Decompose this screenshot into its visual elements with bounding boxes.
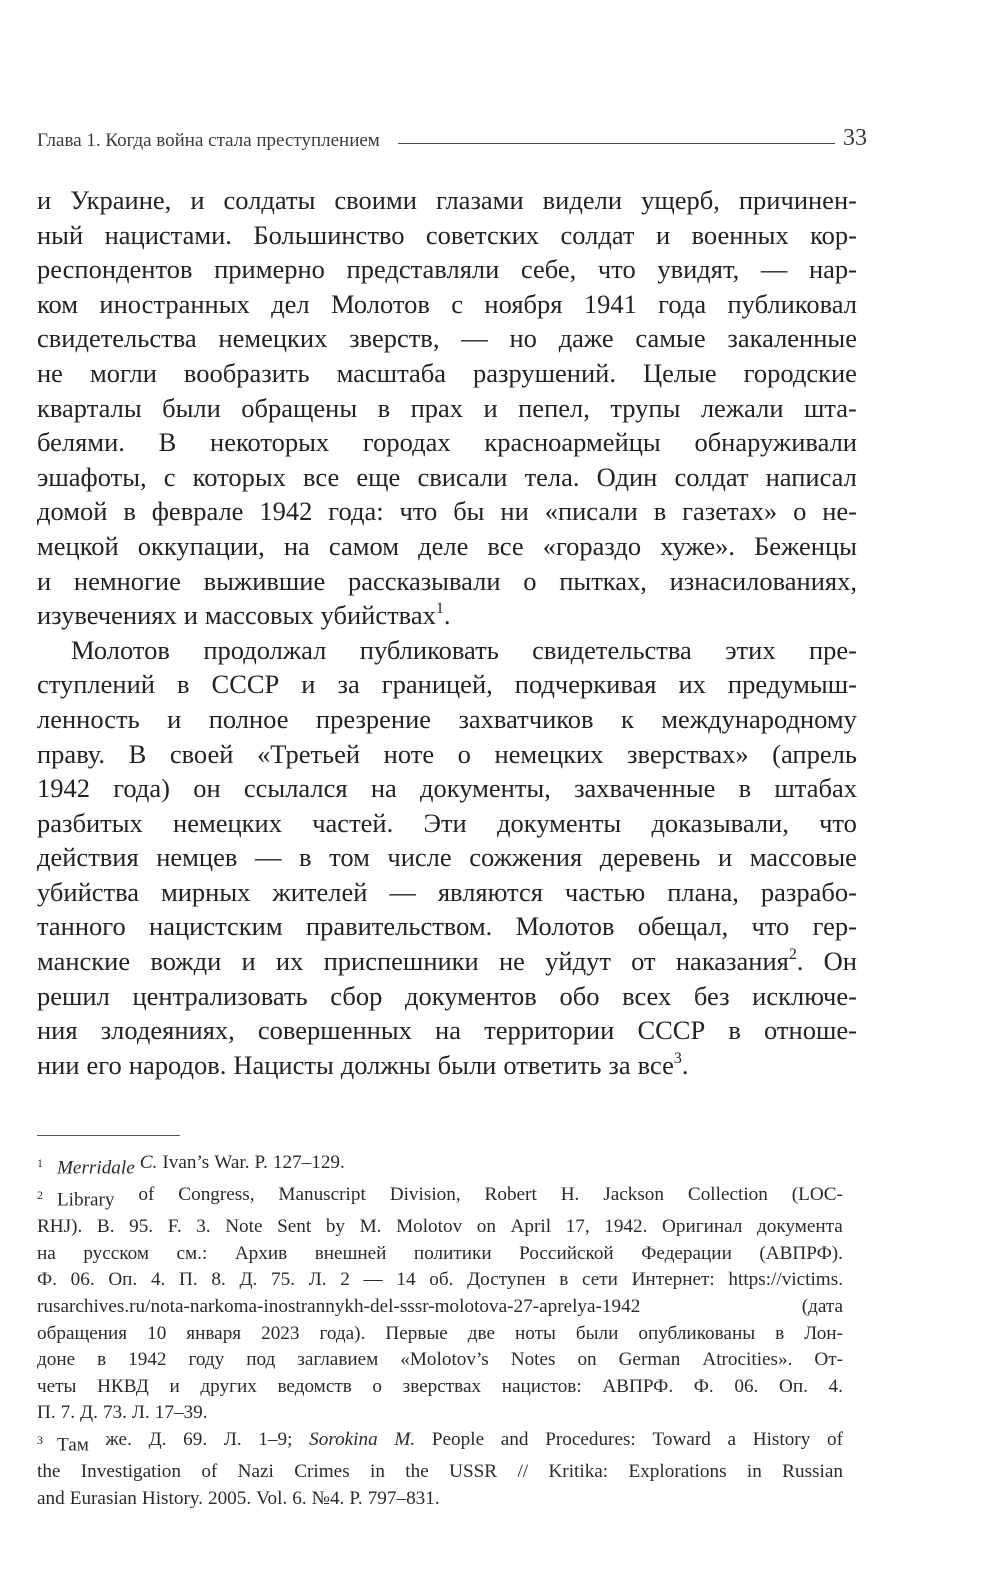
footnote-number: 3	[37, 1433, 43, 1448]
text-line: респондентов примерно представляли себе, что увидят, — нар-	[37, 254, 857, 285]
text-line: кварталы были обращены в прах и пепел, трупы лежали шта-	[37, 392, 857, 423]
footnote-ref: 1	[435, 600, 444, 617]
footnote-line: RHJ). B. 95. F. 3. Note Sent by M. Molotov on April 17, 1942. Оригинал документа	[37, 1216, 843, 1238]
text-line: решил централизовать сбор документов обо всех без исключе-	[37, 980, 857, 1011]
text-line: ния злодеяниях, совершенных на территории СССР в отноше-	[37, 1015, 857, 1046]
text-line: эшафоты, с которых все еще свисали тела. Один солдат написал	[37, 461, 857, 492]
running-header	[37, 120, 867, 152]
text-line: ком иностранных дел Молотов с ноября 1941 года публиковал	[37, 288, 857, 319]
footnote-number: 1	[37, 1156, 43, 1170]
footnote-line: обращения 10 января 2023 года). Первые две ноты были опубликованы в Лон-	[37, 1322, 843, 1344]
text-line: изувечениях и массовых убийствах$^1$.	[37, 600, 451, 631]
footnote-number: 2	[37, 1188, 43, 1203]
footnote-ref: 2	[788, 945, 797, 963]
footnote-line: Ф. 06. Оп. 4. П. 8. Д. 75. Л. 2 — 14 об. Доступен в сети Интернет: https://victims.	[37, 1269, 843, 1291]
text-line: не могли вообразить масштаба разрушений. Целые городские	[37, 357, 857, 388]
footnote-line: доне в 1942 году под заглавием «Molotov’s Notes on German Atrocities». От-	[37, 1349, 843, 1371]
text-line: 1942 года) он ссылался на документы, захваченные в штабах	[37, 773, 857, 804]
text-line: нии его народов. Нацисты должны были ответить за все$^3$.	[37, 1049, 689, 1080]
text-line: домой в феврале 1942 года: что бы ни «писали в газетах» о не-	[37, 496, 857, 527]
footnote-separator	[37, 1135, 180, 1136]
text-line: мецкой оккупации, на самом деле все «гораздо хуже». Беженцы	[37, 530, 857, 561]
text-line: ный нацистами. Большинство советских солдат и военных кор-	[37, 219, 857, 250]
main-text	[37, 183, 857, 1082]
text-line: действия немцев — в том числе сожжения деревень и массовые	[37, 842, 857, 873]
footnote-line: на русском см.: Архив внешней политики Российской Федерации (АВПРФ).	[37, 1242, 843, 1264]
page-number: 33	[843, 125, 867, 151]
text-line: манские вожди и их приспешники не уйдут от наказания$^2$. Он	[37, 945, 857, 977]
text-line: танного нацистским правительством. Молотов обещал, что гер-	[37, 911, 857, 942]
footnote-line: П. 7. Д. 73. Л. 17–39.	[37, 1402, 208, 1424]
text-line: ленность и полное презрение захватчиков к международному	[37, 703, 857, 734]
text-line: ступлений в СССР и за границей, подчеркивая их предумыш-	[37, 669, 857, 700]
text-line: белями. В некоторых городах красноармейцы обнаруживали	[37, 427, 857, 458]
footnote-line: rusarchives.ru/nota-narkoma-inostrannykh-del-sssr-molotova-27-aprelya-1942 (дата	[37, 1296, 843, 1318]
footnote-line: четы НКВД и других ведомств о зверствах нацистов: АВПРФ. Ф. 06. Оп. 4.	[37, 1375, 843, 1397]
footnotes	[37, 1150, 843, 1512]
text-line: убийства мирных жителей — являются частью плана, разрабо-	[37, 876, 857, 907]
text-line: свидетельства немецких зверств, — но даже самые закаленные	[37, 323, 857, 354]
footnote-line: $^2$ Library of Congress, Manuscript Division, Robert H. Jackson Collection (LOC-	[37, 1184, 843, 1211]
text-line: и немногие выжившие рассказывали о пытках, изнасилованиях,	[37, 565, 857, 596]
text-line: и Украине, и солдаты своими глазами видели ущерб, причинен-	[37, 185, 857, 215]
footnote-line: $^1$ Merridale C. Ivan’s War. P. 127–129.	[37, 1152, 345, 1179]
chapter-title: Глава 1. Когда война стала преступлением	[37, 130, 380, 151]
text-line: праву. В своей «Третьей ноте о немецких зверствах» (апрель	[37, 738, 857, 769]
text-line: разбитых немецких частей. Эти документы доказывали, что	[37, 807, 857, 838]
footnote-ref: 3	[673, 1049, 682, 1067]
text-line: Молотов продолжал публиковать свидетельства этих пре-	[71, 634, 857, 665]
header-rule	[398, 143, 835, 144]
footnote-line: and Eurasian History. 2005. Vol. 6. №4. P. 797–831.	[37, 1487, 440, 1509]
footnote-line: $^3$ Там же. Д. 69. Л. 1–9; Sorokina M. People and Procedures: Toward a History of	[37, 1429, 843, 1456]
footnote-line: the Investigation of Nazi Crimes in the USSR // Kritika: Explorations in Russian	[37, 1461, 843, 1483]
